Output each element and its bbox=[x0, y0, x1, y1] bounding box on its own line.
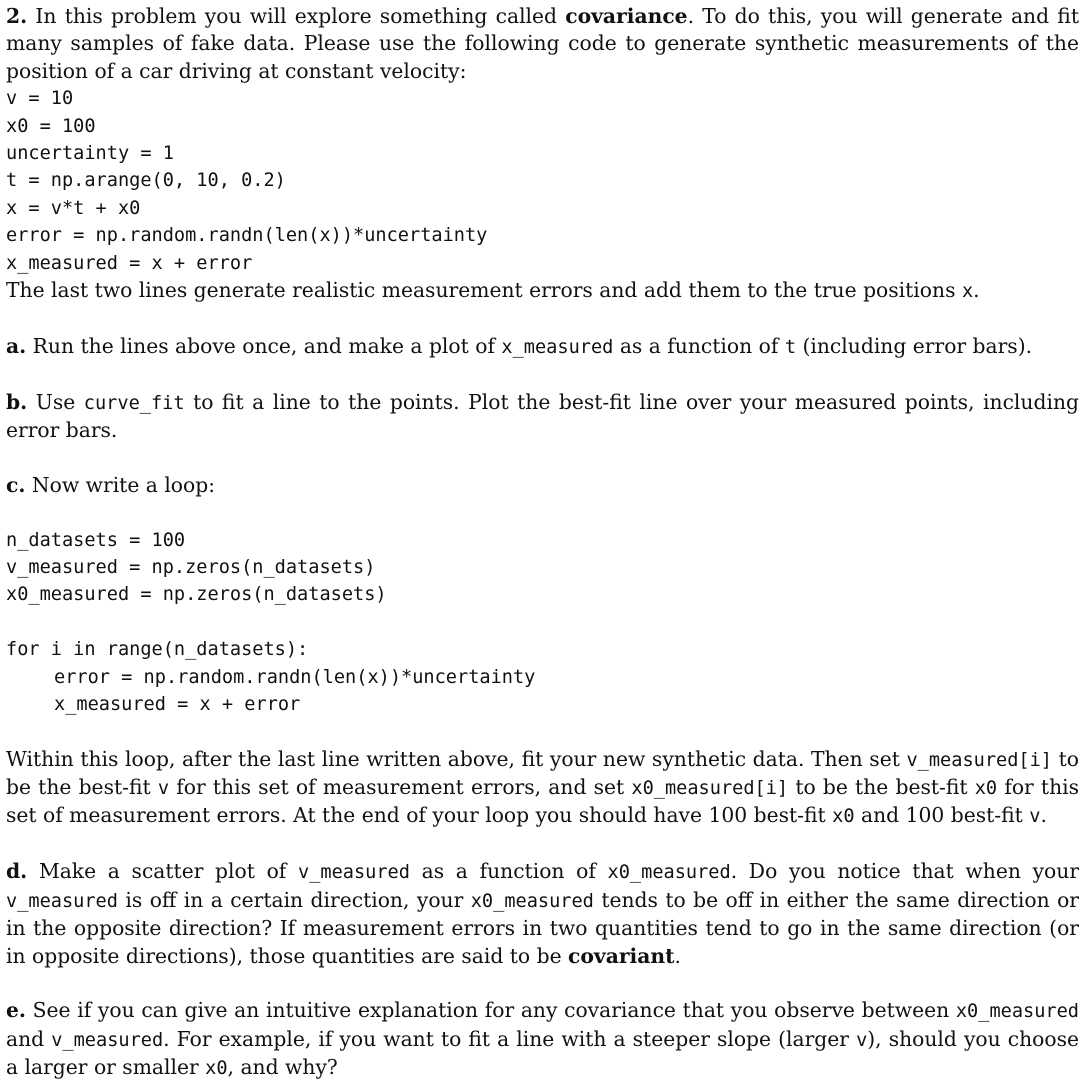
code-line: v_measured = np.zeros(n_datasets) bbox=[6, 556, 376, 578]
code-block-loop bbox=[6, 636, 1079, 718]
part-label: a. bbox=[6, 333, 27, 358]
code-line: x0 = 100 bbox=[6, 115, 96, 137]
code-line: error = np.random.randn(len(x))*uncertainty bbox=[54, 666, 536, 688]
code-line: for i in range(n_datasets): bbox=[6, 639, 309, 661]
part-label: e. bbox=[6, 998, 26, 1023]
code-line: t = np.arange(0, 10, 0.2) bbox=[6, 170, 286, 192]
part-d: d. Make a scatter plot of v_measured as a function of x0_measured. Do you notice that when your v_measured is off in a certain direction, your x0_measured tends to be off in either the same direction or in the opposite direction? If measurement errors in two quantities tend to go in the same direction (or in opposite directions), those quantities are said to be covariant. bbox=[6, 859, 1080, 968]
intro-paragraph: 2. In this problem you will explore something called covariance. To do this, you will generate and fit many samples of fake data. Please use the following code to generate synthetic measurements of the position of a car driving at constant velocity: bbox=[6, 4, 1079, 83]
term-covariance: covariance bbox=[565, 4, 688, 28]
code-line: x0_measured = np.zeros(n_datasets) bbox=[6, 584, 387, 606]
code-line: x_measured = x + error bbox=[54, 693, 301, 715]
part-label: c. bbox=[6, 472, 26, 497]
part-label: d. bbox=[6, 859, 28, 884]
part-b: b. Use curve_fit to fit a line to the points. Plot the best-fit line over your measured points, including error bars. bbox=[6, 389, 1079, 442]
code-line: n_datasets = 100 bbox=[6, 529, 186, 551]
problem-number: 2. bbox=[6, 4, 28, 28]
code-line: x_measured = x + error bbox=[6, 252, 253, 274]
loop-instructions: Within this loop, after the last line written above, fit your new synthetic data. Then set v_measured[i] to be the best-fit v for this set of measurement errors, and set x0_measured[i] to be the best-fit x0 for this set of measurement errors. At the end of your loop you should have 100 best-fit x0 and 100 best-fit v. bbox=[6, 746, 1080, 828]
code-line: v = 10 bbox=[6, 88, 74, 110]
after-code-paragraph: The last two lines generate realistic measurement errors and add them to the true positions x. bbox=[6, 277, 980, 302]
part-a: a. Run the lines above once, and make a plot of x_measured as a function of t (including error bars). bbox=[6, 333, 1033, 358]
part-e: e. See if you can give an intuitive explanation for any covariance that you observe between x0_measured and v_measured. For example, if you want to fit a line with a steeper slope (larger v), should you choose a larger or smaller x0, and why? bbox=[6, 998, 1080, 1080]
code-line: uncertainty = 1 bbox=[6, 143, 174, 164]
term-covariant: covariant bbox=[568, 943, 675, 968]
code-block-setup bbox=[6, 85, 1079, 277]
part-label: b. bbox=[6, 389, 28, 414]
code-line: x = v*t + x0 bbox=[6, 197, 141, 219]
part-c: c. Now write a loop: bbox=[6, 472, 216, 497]
code-line: error = np.random.randn(len(x))*uncertainty bbox=[6, 225, 488, 247]
code-block-arrays bbox=[6, 527, 1079, 609]
